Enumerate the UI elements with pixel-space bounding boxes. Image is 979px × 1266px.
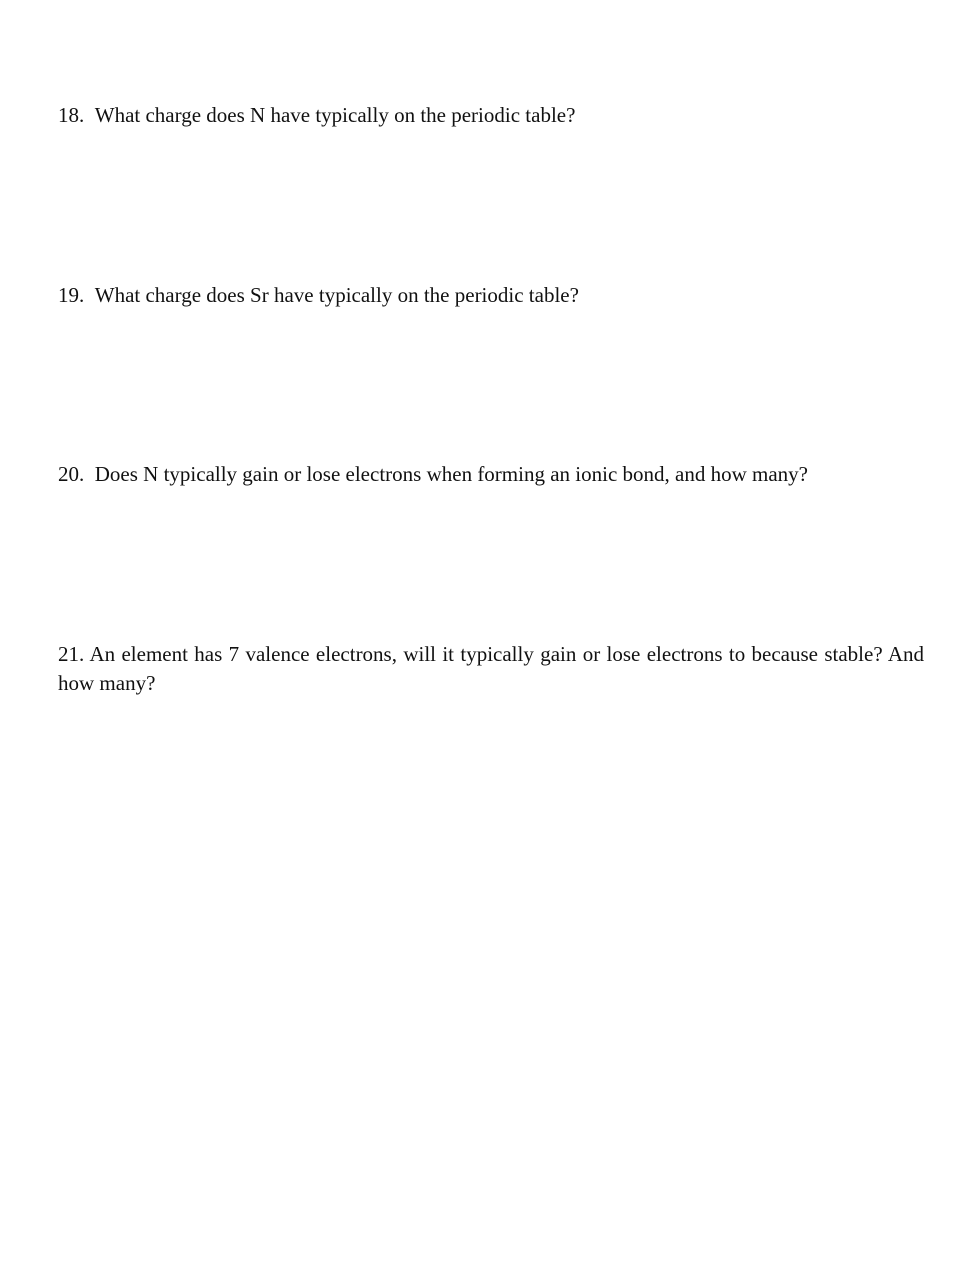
- question-21: [58, 640, 924, 698]
- question-20: [58, 460, 924, 489]
- question-number: 20.: [58, 462, 85, 486]
- question-text: An element has 7 valence electrons, will it typically gain or lose electrons to because stable? And how many?: [58, 642, 925, 695]
- question-18: [58, 101, 924, 130]
- question-19: [58, 281, 924, 310]
- question-number: 21.: [58, 642, 85, 666]
- question-number: 19.: [58, 283, 85, 307]
- question-text: What charge does N have typically on the periodic table?: [94, 103, 576, 127]
- question-text: Does N typically gain or lose electrons when forming an ionic bond, and how many?: [94, 462, 808, 486]
- question-text: What charge does Sr have typically on the periodic table?: [94, 283, 579, 307]
- question-number: 18.: [58, 103, 85, 127]
